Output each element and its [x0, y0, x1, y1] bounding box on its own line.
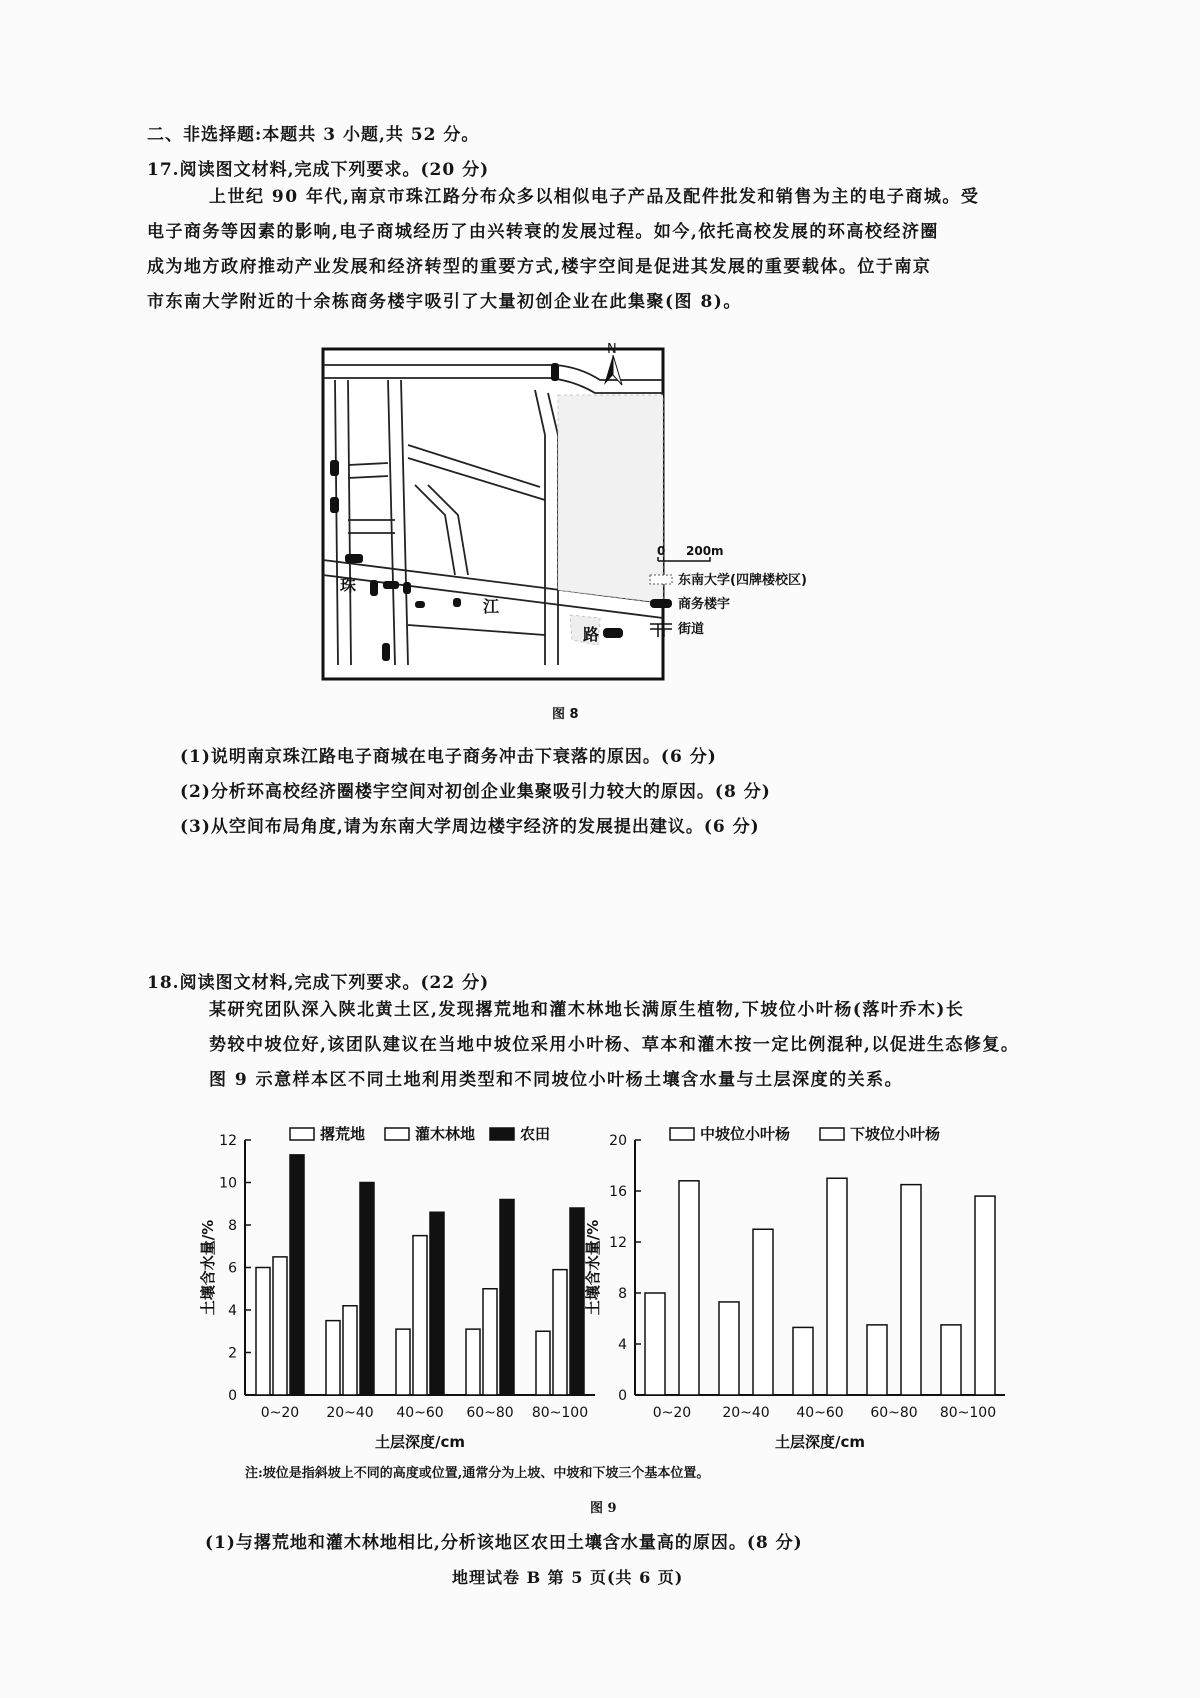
bar-2-2 — [343, 1306, 357, 1395]
y-tick-label: 8 — [228, 1218, 237, 1234]
legend-building: 商务楼宇 — [678, 597, 731, 612]
map-legend — [650, 572, 807, 637]
q18-question-1: (1)与撂荒地和灌木林地相比,分析该地区农田土壤含水量高的原因。(8 分) — [205, 1533, 803, 1553]
x-tick-label: 80~100 — [939, 1405, 997, 1421]
legend-building-swatch — [650, 599, 672, 608]
q17-question-2: (2)分析环高校经济圈楼宇空间对初创企业集聚吸引力较大的原因。(8 分) — [180, 782, 771, 802]
bar-1-2 — [326, 1321, 340, 1395]
bar-3-3 — [430, 1212, 444, 1395]
x-tick-label: 40~60 — [796, 1405, 844, 1421]
bar-1-3 — [793, 1327, 813, 1395]
bar-3-2 — [360, 1183, 374, 1396]
bar-3-4 — [500, 1200, 514, 1396]
bar-3-1 — [290, 1155, 304, 1395]
road-char-3: 路 — [583, 625, 600, 644]
chart-land-use — [195, 1110, 615, 1460]
x-tick-label: 20~40 — [326, 1405, 374, 1421]
bar-1-2 — [719, 1302, 739, 1395]
legend-swatch-1 — [290, 1128, 314, 1140]
bar-1-3 — [396, 1329, 410, 1395]
bar-2-5 — [553, 1270, 567, 1395]
legend-street: 街道 — [678, 622, 705, 637]
y-tick-label: 0 — [618, 1388, 627, 1404]
y-tick-label: 20 — [609, 1133, 627, 1149]
y-tick-label: 10 — [219, 1175, 237, 1192]
bar-1-1 — [256, 1268, 270, 1396]
page-footer: 地理试卷 B 第 5 页(共 6 页) — [452, 1568, 684, 1587]
figure-8-caption: 图 8 — [552, 707, 579, 722]
q18-note: 注:坡位是指斜坡上不同的高度或位置,通常分为上坡、中坡和下坡三个基本位置。 — [245, 1466, 710, 1481]
building — [383, 581, 399, 589]
y-tick-label: 4 — [228, 1303, 237, 1319]
x-tick-label: 60~80 — [466, 1405, 514, 1421]
north-label: N — [607, 342, 617, 357]
bar-2-1 — [679, 1181, 699, 1395]
chart-slope-position — [584, 1110, 1030, 1460]
x-tick-label: 0~20 — [652, 1405, 692, 1421]
x-tick-label: 20~40 — [722, 1405, 770, 1421]
y-tick-label: 6 — [228, 1260, 237, 1277]
bar-2-4 — [483, 1289, 497, 1395]
y-tick-label: 16 — [609, 1184, 627, 1200]
q18-paragraph — [147, 993, 1019, 1098]
chart1-legend — [290, 1125, 550, 1143]
legend-label-3: 农田 — [520, 1125, 551, 1143]
q18-line-2: 势较中坡位好,该团队建议在当地中坡位采用小叶杨、草本和灌木按一定比例混种,以促进生态修复。 — [209, 1035, 1020, 1055]
y-axis-title: 土壤含水量/% — [584, 1219, 602, 1316]
q17-line-4: 市东南大学附近的十余栋商务楼宇吸引了大量初创企业在此集聚(图 8)。 — [147, 292, 742, 312]
legend-swatch-1 — [670, 1128, 694, 1140]
q18-title: 18.阅读图文材料,完成下列要求。(22 分) — [147, 973, 490, 993]
chart2-bars — [645, 1178, 995, 1395]
legend-swatch-2 — [820, 1128, 844, 1140]
section-header: 二、非选择题:本题共 3 小题,共 52 分。 — [147, 125, 480, 145]
building — [551, 363, 559, 381]
scale-zero: 0 — [657, 544, 666, 558]
scale-bar — [657, 544, 724, 561]
q17-paragraph — [147, 180, 979, 320]
building — [603, 628, 623, 638]
y-tick-label: 8 — [618, 1286, 627, 1302]
q17-question-3: (3)从空间布局角度,请为东南大学周边楼宇经济的发展提出建议。(6 分) — [180, 817, 760, 837]
bar-2-5 — [975, 1196, 995, 1395]
x-tick-label: 0~20 — [260, 1405, 300, 1421]
bar-2-4 — [901, 1185, 921, 1395]
legend-campus-swatch — [650, 575, 672, 584]
building — [345, 554, 363, 563]
building — [403, 582, 411, 594]
building — [330, 497, 339, 513]
q17-line-3: 成为地方政府推动产业发展和经济转型的重要方式,楼宇空间是促进其发展的重要载体。位于南京 — [147, 257, 932, 277]
figure-9-caption: 图 9 — [590, 1501, 617, 1516]
legend-campus: 东南大学(四牌楼校区) — [678, 573, 807, 588]
legend-label-1: 中坡位小叶杨 — [700, 1125, 791, 1143]
legend-label-1: 撂荒地 — [320, 1125, 366, 1143]
chart1-bars — [256, 1155, 584, 1395]
x-axis-title: 土层深度/cm — [774, 1433, 866, 1451]
bar-1-5 — [941, 1325, 961, 1395]
y-tick-label: 0 — [228, 1388, 237, 1404]
building — [382, 643, 390, 661]
legend-swatch-2 — [385, 1128, 409, 1140]
q17-line-2: 电子商务等因素的影响,电子商城经历了由兴转衰的发展过程。如今,依托高校发展的环高校经济圈 — [147, 222, 939, 242]
bar-2-1 — [273, 1257, 287, 1395]
y-tick-label: 12 — [609, 1235, 627, 1251]
chart2-axes — [584, 1133, 1005, 1451]
y-axis-title: 土壤含水量/% — [199, 1219, 217, 1316]
y-tick-label: 4 — [618, 1337, 627, 1353]
q17-question-1: (1)说明南京珠江路电子商城在电子商务冲击下衰落的原因。(6 分) — [180, 747, 717, 767]
legend-label-2: 下坡位小叶杨 — [850, 1125, 941, 1143]
bar-1-4 — [466, 1329, 480, 1395]
bar-1-1 — [645, 1293, 665, 1395]
building — [415, 601, 425, 608]
scale-dist: 200m — [686, 544, 724, 558]
q17-title: 17.阅读图文材料,完成下列要求。(20 分) — [147, 160, 490, 180]
q18-line-3: 图 9 示意样本区不同土地利用类型和不同坡位小叶杨土壤含水量与土层深度的关系。 — [209, 1070, 904, 1090]
bar-1-4 — [867, 1325, 887, 1395]
bar-2-3 — [413, 1236, 427, 1395]
q17-line-1: 上世纪 90 年代,南京市珠江路分布众多以相似电子产品及配件批发和销售为主的电子商城。受 — [209, 187, 980, 207]
bar-2-3 — [827, 1178, 847, 1395]
x-tick-label: 60~80 — [870, 1405, 918, 1421]
y-tick-label: 12 — [219, 1133, 237, 1149]
road-char-1: 珠 — [340, 576, 357, 595]
q18-line-1: 某研究团队深入陕北黄土区,发现撂荒地和灌木林地长满原生植物,下坡位小叶杨(落叶乔木)长 — [209, 1000, 965, 1020]
building — [330, 460, 339, 476]
x-tick-label: 80~100 — [531, 1405, 589, 1421]
x-axis-title: 土层深度/cm — [374, 1433, 466, 1451]
bar-3-5 — [570, 1208, 584, 1395]
map-figure-8 — [300, 335, 860, 730]
legend-swatch-3 — [490, 1128, 514, 1140]
building — [453, 598, 461, 607]
legend-label-2: 灌木林地 — [415, 1125, 476, 1143]
x-tick-label: 40~60 — [396, 1405, 444, 1421]
bar-1-5 — [536, 1331, 550, 1395]
bar-2-2 — [753, 1229, 773, 1395]
building — [370, 580, 378, 596]
chart2-legend — [670, 1125, 940, 1143]
road-char-2: 江 — [483, 597, 500, 616]
y-tick-label: 2 — [228, 1345, 237, 1362]
